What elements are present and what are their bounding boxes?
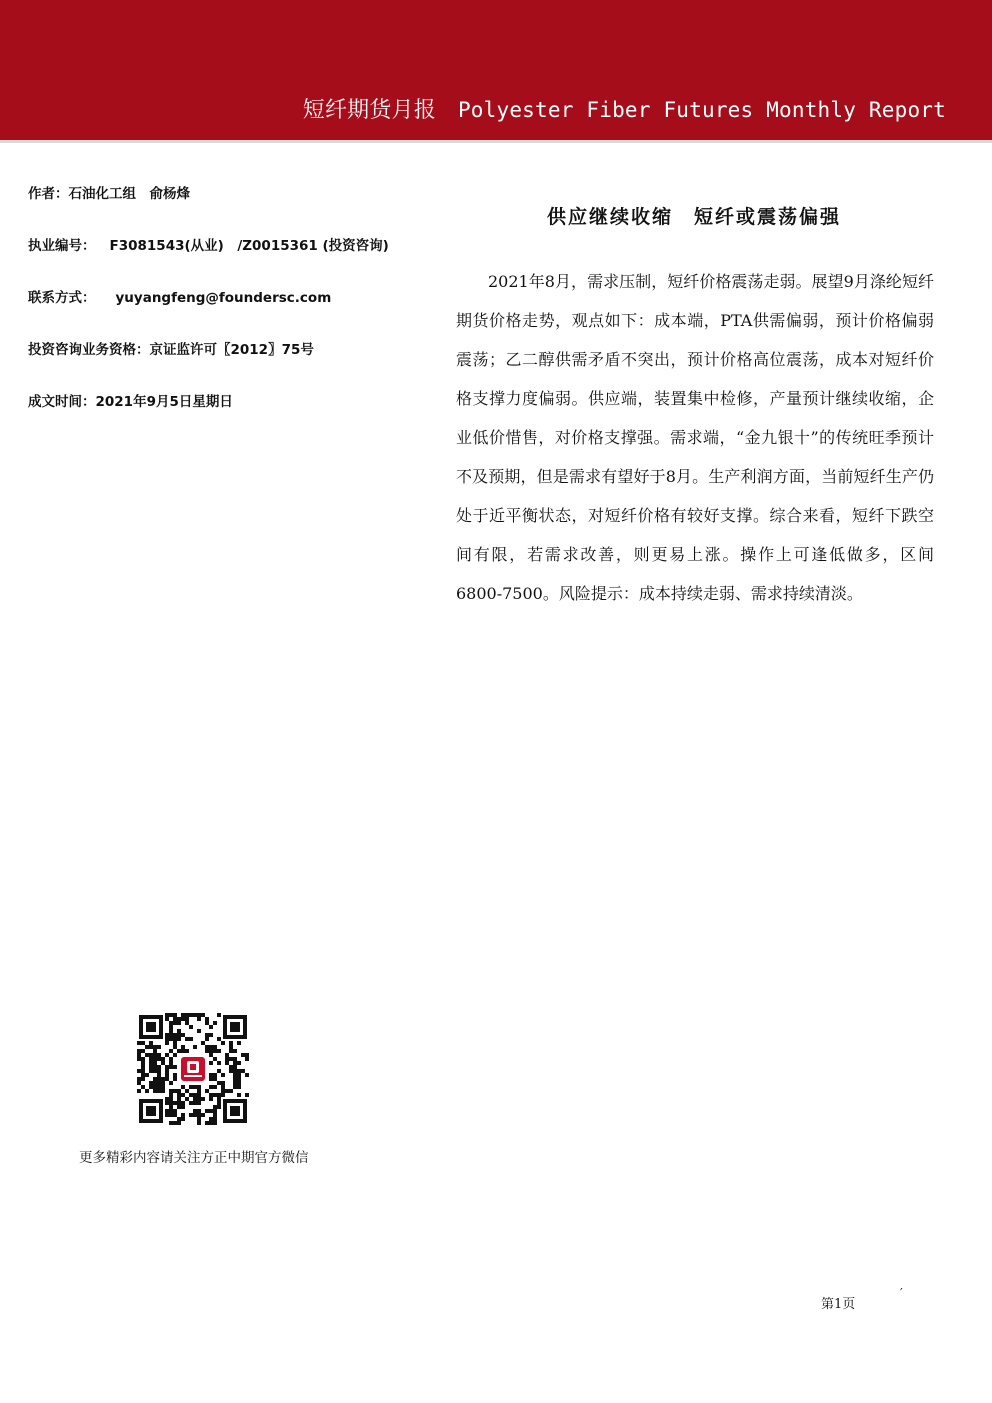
meta-contact	[28, 288, 428, 340]
meta-contact-label: 联系方式：	[28, 290, 96, 306]
meta-qualification	[28, 340, 428, 392]
meta-author-value: 石油化工组 俞杨烽	[68, 186, 190, 202]
report-title	[303, 93, 946, 124]
meta-author-label: 作者：	[28, 186, 69, 202]
meta-license	[28, 236, 428, 288]
meta-date-value: 2021年9月5日星期日	[95, 394, 233, 410]
report-title-en: Polyester Fiber Futures Monthly Report	[457, 98, 946, 122]
meta-date	[28, 392, 428, 444]
wechat-qr-code	[137, 1013, 249, 1125]
meta-qualification-value: 京证监许可〖2012〗75号	[149, 342, 314, 358]
meta-author	[28, 184, 428, 236]
header-divider	[0, 140, 992, 143]
meta-license-label: 执业编号：	[28, 238, 96, 254]
qr-finder-bottom-right	[223, 1099, 247, 1123]
meta-qualification-label: 投资咨询业务资格：	[28, 342, 150, 358]
qr-center-logo	[179, 1055, 207, 1083]
qr-finder-bottom-left	[139, 1099, 163, 1123]
meta-contact-email[interactable]: yuyangfeng@foundersc.com	[115, 290, 332, 306]
report-meta	[28, 184, 428, 444]
report-summary: 2021年8月，需求压制，短纤价格震荡走弱。展望9月涤纶短纤期货价格走势，观点如下：成本端，PTA供需偏弱，预计价格偏弱震荡；乙二醇供需矛盾不突出，预计价格高位震荡，成本对短纤价格支撑力度偏弱。供应端，装置集中检修，产量预计继续收缩，企业低价惜售，对价格支撑强。需求端，“金九银十”的传统旺季预计不及预期，但是需求有望好于8月。生产利润方面，当前短纤生产仍处于近平衡状态，对短纤价格有较好支撑。综合来看，短纤下跌空间有限，若需求改善，则更易上涨。操作上可逢低做多，区间6800-7500。风险提示：成本持续走弱、需求持续清淡。	[456, 272, 934, 603]
qr-finder-top-right	[223, 1015, 247, 1039]
page-number: 第1页	[821, 1297, 856, 1312]
stray-mark: ′	[900, 1286, 903, 1300]
report-title-cn: 短纤期货月报	[302, 98, 436, 123]
meta-date-label: 成文时间：	[28, 394, 96, 410]
qr-caption: 更多精彩内容请关注方正中期官方微信	[79, 1150, 309, 1166]
report-headline: 供应继续收缩 短纤或震荡偏强	[546, 206, 841, 228]
meta-license-value: F3081543(从业) /Z0015361 (投资咨询)	[109, 238, 389, 254]
qr-finder-top-left	[139, 1015, 163, 1039]
